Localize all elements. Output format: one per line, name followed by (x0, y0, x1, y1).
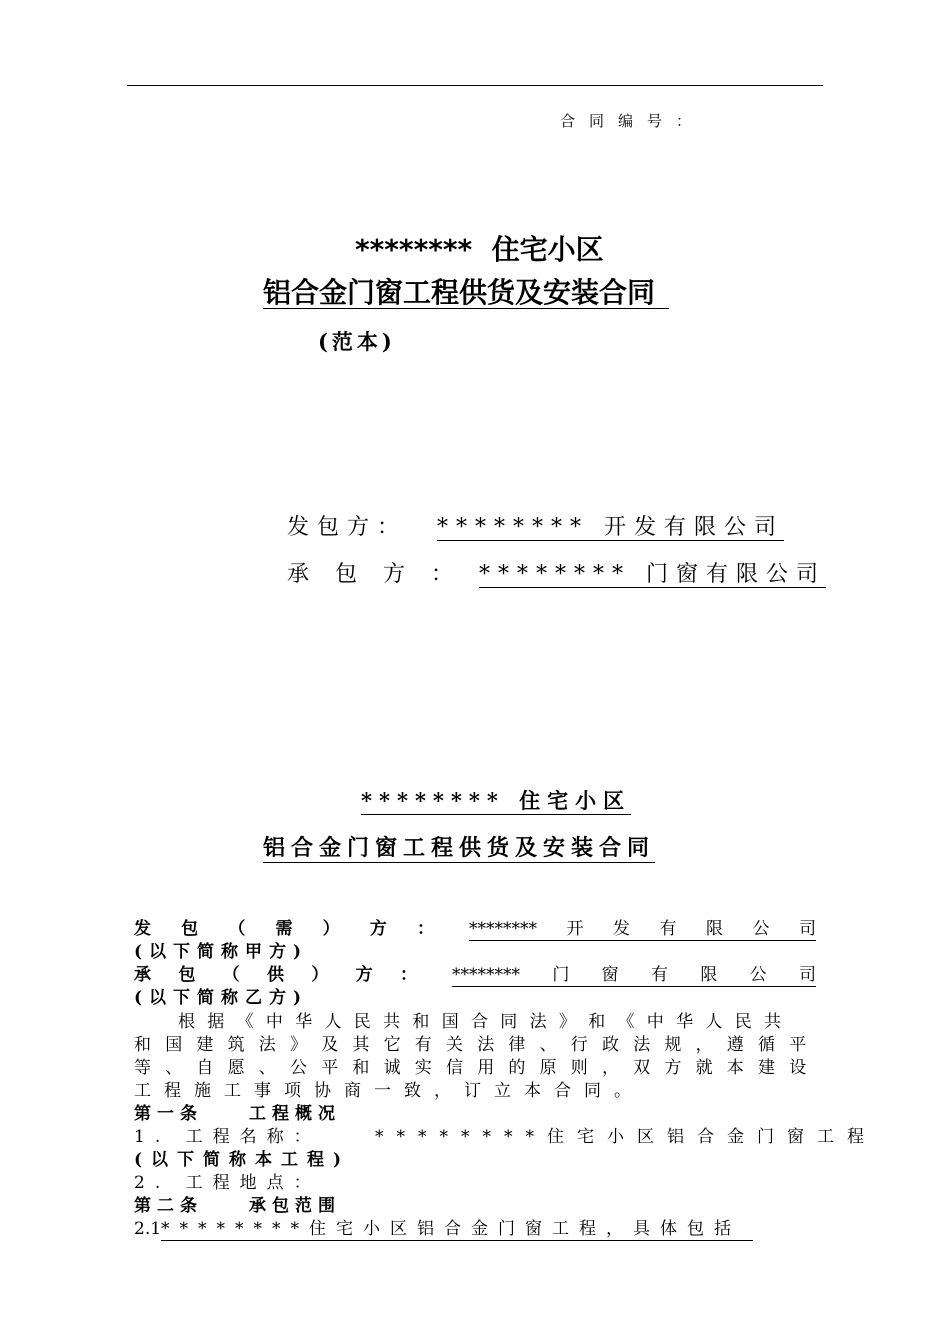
contract-number-label: 合同编号： (560, 112, 706, 130)
body-party-a-line (134, 918, 816, 941)
cover-title-stars: ******** (355, 233, 473, 266)
cover-title-text: 住宅小区 (491, 233, 604, 266)
cover-title-sample: (范本) (318, 329, 396, 354)
cover-party-a (287, 510, 784, 541)
item-2-1-prefix: 2.1 (134, 1219, 162, 1239)
cover-party-b-value: ******** 门窗有限公司 (479, 562, 827, 587)
item-1-value: ********住宅小区铝合金门窗工程 (375, 1127, 877, 1147)
item-1-line (134, 1126, 877, 1148)
cover-title-line2: 铝合金门窗工程供货及安装合同 (263, 278, 669, 309)
article-2-title: 第二条 承包范围 (134, 1196, 341, 1216)
item-1-label: 1. 工程名称： (134, 1127, 321, 1147)
cover-party-b-label: 承包方： (287, 562, 480, 587)
preamble-line-3: 等、自愿、公平和诚实信用的原则，双方就本建设 (134, 1058, 821, 1078)
cover-party-a-value: ******** 开发有限公司 (437, 515, 785, 540)
preamble-line-2: 和国建筑法》及其它有关法律、行政法规，遵循平 (134, 1035, 821, 1055)
item-2-1-line (134, 1218, 816, 1241)
body-party-a-label: 发 包 （ 需 ） 方 ： (134, 919, 434, 939)
body-party-b-line (134, 964, 816, 987)
cover-party-a-label: 发包方： (287, 515, 408, 540)
preamble-line-4: 工程施工事项协商一致，订立本合同。 (134, 1081, 644, 1101)
body-title-line1: ******** 住宅小区 (361, 788, 632, 813)
cover-party-b (287, 557, 826, 588)
item-2-label: 2. 工程地点： (134, 1173, 321, 1193)
item-1-abbr: (以下简称本工程) (134, 1150, 351, 1170)
body-title-line2: 铝合金门窗工程供货及安装合同 (263, 835, 656, 861)
body-party-b-label: 承 包 （ 供 ） 方 ： (134, 965, 417, 985)
body-party-a-value: ******** 开 发 有 限 公 司 (469, 919, 816, 939)
body-party-a-abbr: (以下简称甲方) (134, 942, 309, 962)
header-rule (127, 85, 823, 86)
preamble-line-1: 根据《中华人民共和国合同法》和《中华人民共 (178, 1012, 794, 1032)
article-1-title: 第一条 工程概况 (134, 1104, 341, 1124)
body-party-b-value: ******** 门 窗 有 限 公 司 (452, 965, 816, 985)
body-party-b-abbr: (以下简称乙方) (134, 988, 309, 1008)
cover-title-line1 (355, 228, 604, 268)
item-2-1-text: ********住宅小区铝合金门窗工程，具体包括 (161, 1218, 753, 1241)
